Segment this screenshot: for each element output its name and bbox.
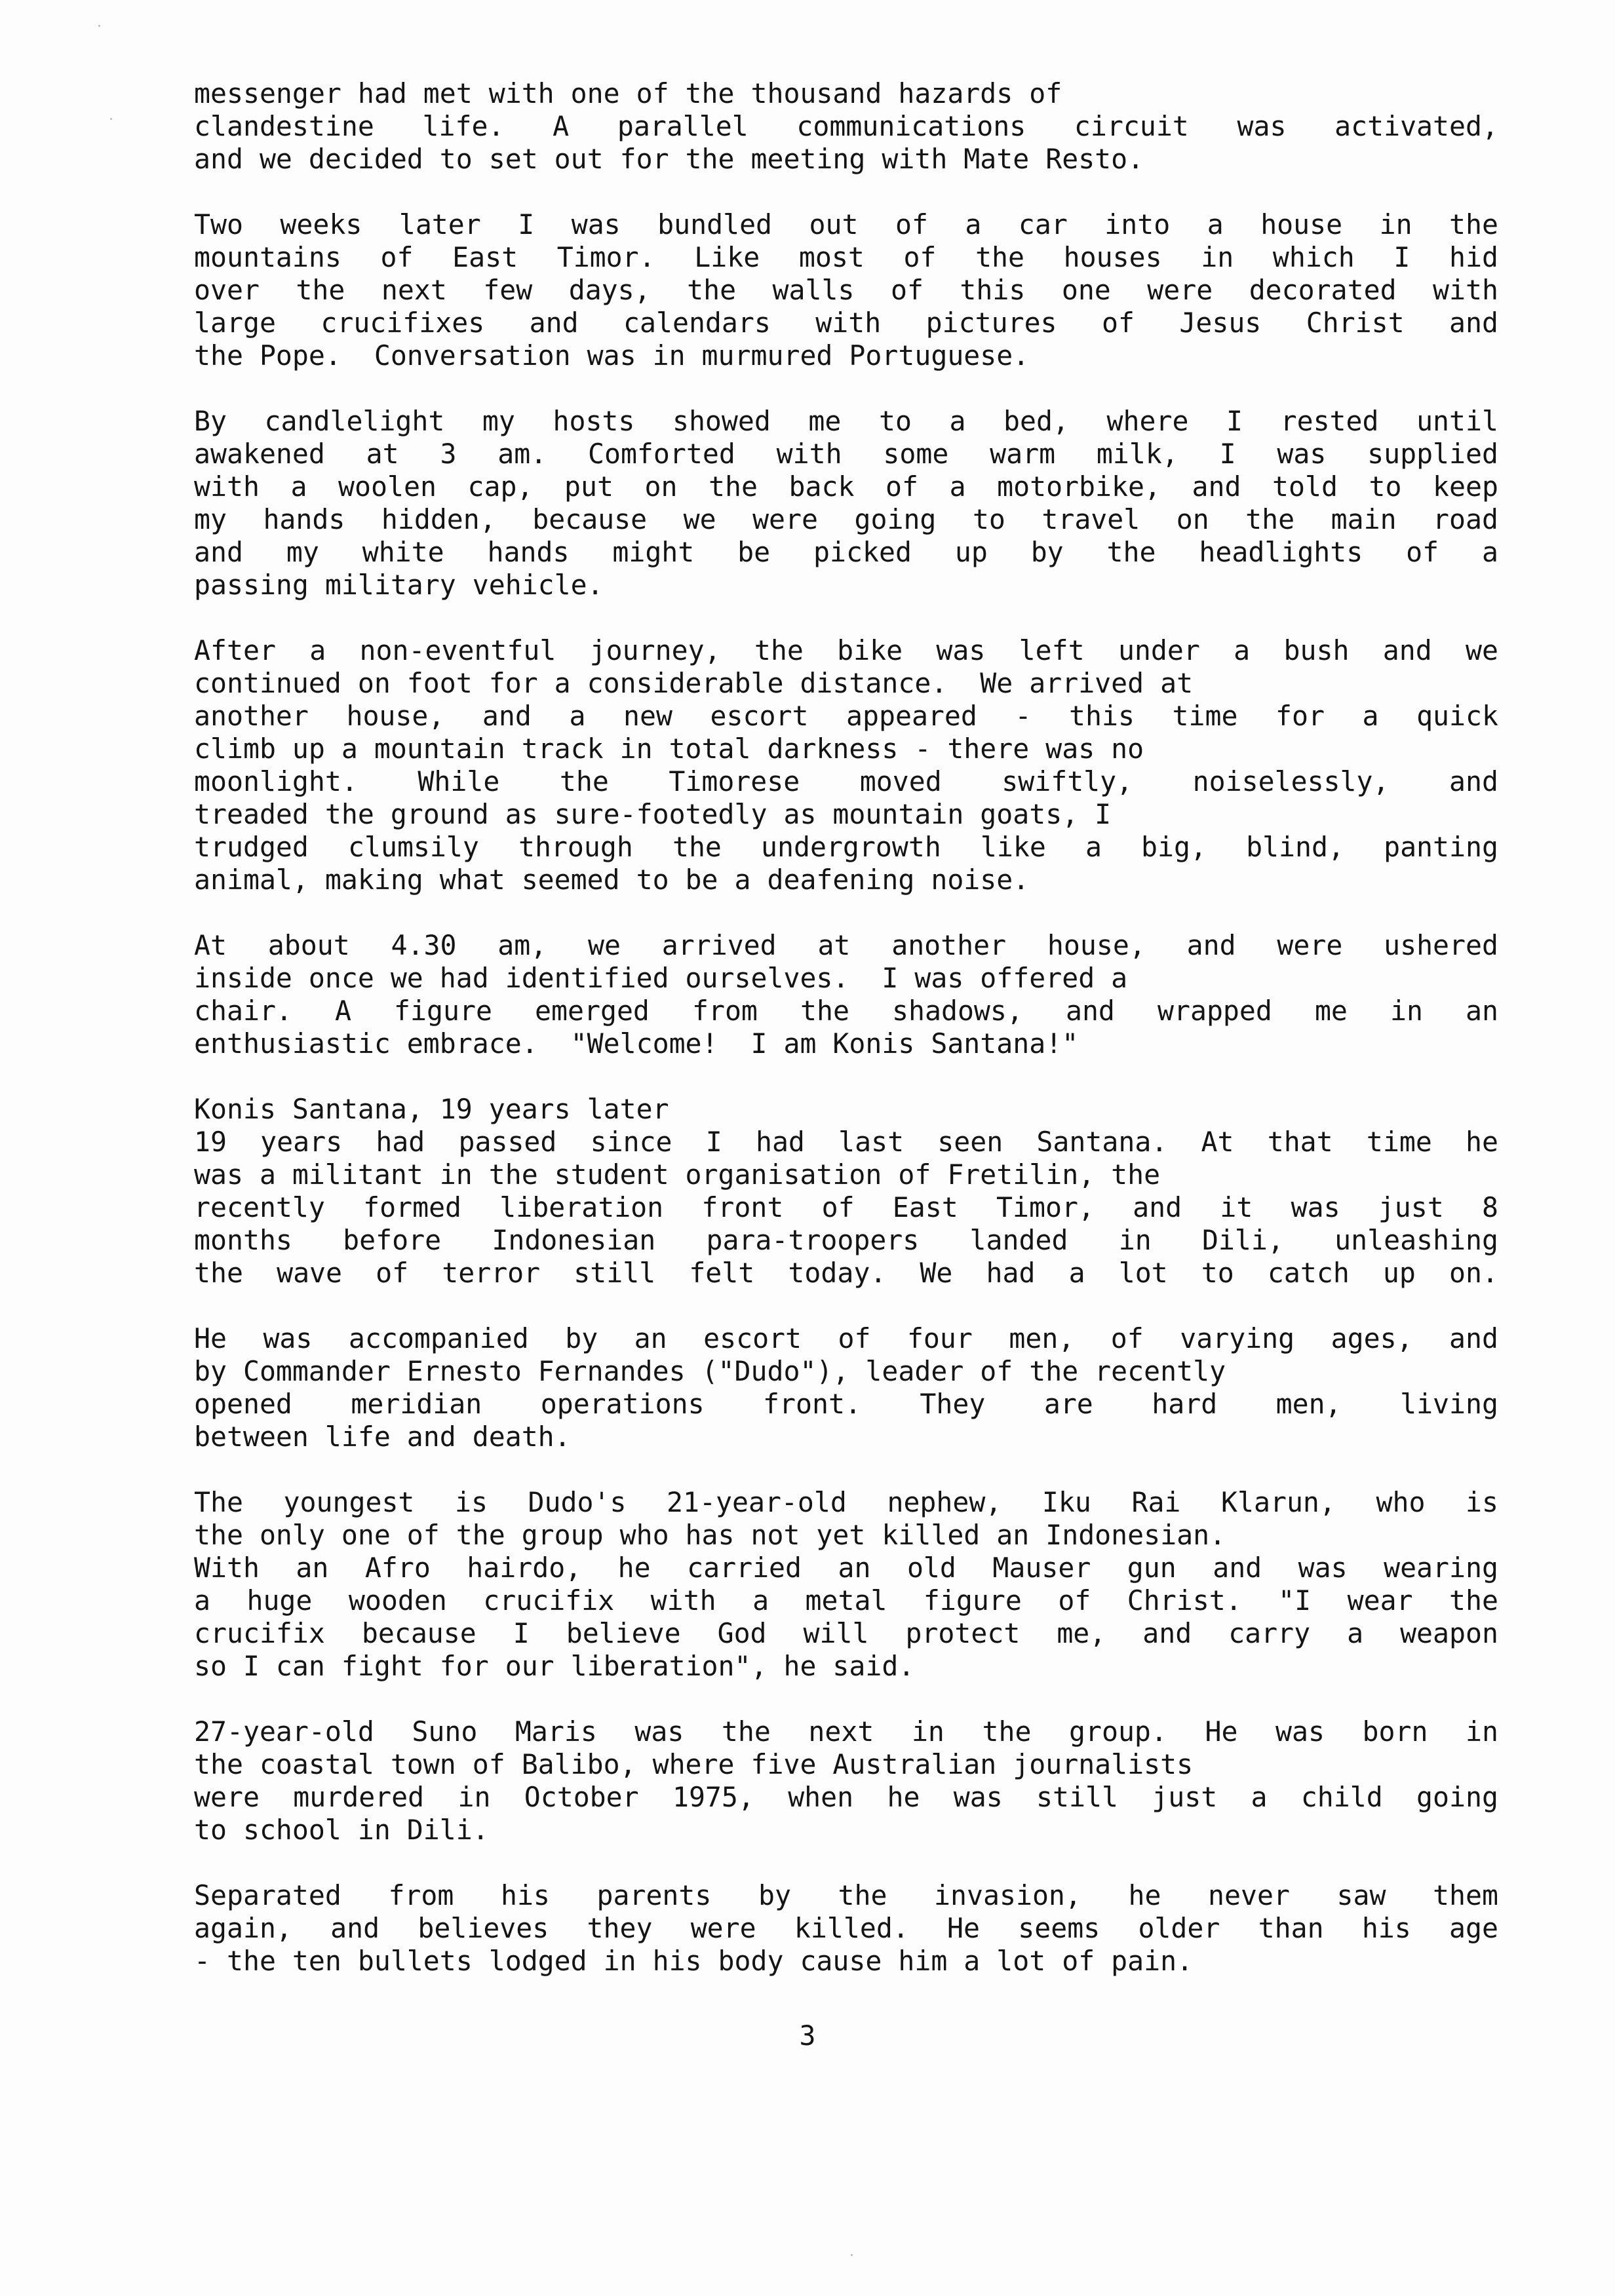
text-line: messenger had met with one of the thousand hazards of — [194, 77, 1062, 109]
text-line: trudged clumsily through the undergrowth like a big, blind, panting — [194, 831, 1498, 863]
text-line: the wave of terror still felt today. We had a lot to catch up on. — [194, 1257, 1498, 1289]
text-line: and my white hands might be picked up by the headlights of a — [194, 536, 1498, 568]
text-line: treaded the ground as sure-footedly as mountain goats, I — [194, 798, 1112, 830]
text-line: the Pope. Conversation was in murmured Portuguese. — [194, 339, 1030, 372]
text-line: passing military vehicle. — [194, 569, 604, 601]
paragraph-1 — [194, 77, 1498, 176]
paragraph-7 — [194, 1322, 1498, 1453]
text-line: - the ten bullets lodged in his body cause him a lot of pain. — [194, 1945, 1194, 1977]
paragraph-3 — [194, 405, 1498, 602]
paragraph-4 — [194, 634, 1498, 896]
scan-speck — [98, 25, 100, 27]
text-line: The youngest is Dudo's 21-year-old nephew, Iku Rai Klarun, who is — [194, 1486, 1498, 1518]
text-line: the only one of the group who has not yet killed an Indonesian. — [194, 1519, 1226, 1551]
text-line: mountains of East Timor. Like most of the houses in which I hid — [194, 241, 1498, 273]
text-line: and we decided to set out for the meeting with Mate Resto. — [194, 143, 1144, 175]
body-text — [194, 77, 1498, 1978]
text-line: enthusiastic embrace. "Welcome! I am Konis Santana!" — [194, 1027, 1079, 1060]
text-line: opened meridian operations front. They are hard men, living — [194, 1388, 1498, 1420]
text-line: By candlelight my hosts showed me to a bed, where I rested until — [194, 405, 1498, 437]
paragraph-8 — [194, 1486, 1498, 1683]
text-line: climb up a mountain track in total darkness - there was no — [194, 733, 1144, 765]
text-line: 27-year-old Suno Maris was the next in the group. He was born in — [194, 1715, 1498, 1748]
text-line: were murdered in October 1975, when he was still just a child going — [194, 1781, 1498, 1813]
text-line: awakened at 3 am. Comforted with some warm milk, I was supplied — [194, 438, 1498, 470]
text-line: At about 4.30 am, we arrived at another house, and were ushered — [194, 929, 1498, 961]
text-line: a huge wooden crucifix with a metal figure of Christ. "I wear the — [194, 1584, 1498, 1617]
paragraph-9 — [194, 1715, 1498, 1846]
text-line: 19 years had passed since I had last seen Santana. At that time he — [194, 1126, 1498, 1158]
text-line: chair. A figure emerged from the shadows, and wrapped me in an — [194, 995, 1498, 1027]
text-line: by Commander Ernesto Fernandes ("Dudo"), leader of the recently — [194, 1355, 1226, 1387]
text-line: Two weeks later I was bundled out of a car into a house in the — [194, 208, 1498, 240]
text-line: over the next few days, the walls of this one were decorated with — [194, 274, 1498, 306]
text-line: With an Afro hairdo, he carried an old Mauser gun and was wearing — [194, 1552, 1498, 1584]
text-line: clandestine life. A parallel communications circuit was activated, — [194, 110, 1498, 142]
text-line: He was accompanied by an escort of four men, of varying ages, and — [194, 1322, 1498, 1354]
text-line: so I can fight for our liberation", he said. — [194, 1650, 915, 1682]
paragraph-5 — [194, 929, 1498, 1060]
text-line: with a woolen cap, put on the back of a motorbike, and told to keep — [194, 470, 1498, 503]
text-line: Separated from his parents by the invasion, he never saw them — [194, 1879, 1498, 1911]
text-line: After a non-eventful journey, the bike was left under a bush and we — [194, 634, 1498, 666]
text-line: recently formed liberation front of East Timor, and it was just 8 — [194, 1191, 1498, 1223]
text-line: the coastal town of Balibo, where five Australian journalists — [194, 1748, 1194, 1780]
text-line: between life and death. — [194, 1421, 571, 1453]
text-line: inside once we had identified ourselves. I was offered a — [194, 962, 1128, 994]
text-line: months before Indonesian para-troopers landed in Dili, unleashing — [194, 1224, 1498, 1256]
scan-speck — [110, 118, 112, 120]
text-line: large crucifixes and calendars with pictures of Jesus Christ and — [194, 307, 1498, 339]
paragraph-10 — [194, 1879, 1498, 1978]
text-line: crucifix because I believe God will protect me, and carry a weapon — [194, 1617, 1498, 1649]
text-line: was a militant in the student organisation of Fretilin, the — [194, 1158, 1161, 1191]
text-line: animal, making what seemed to be a deafening noise. — [194, 864, 1030, 896]
text-line: another house, and a new escort appeared - this time for a quick — [194, 700, 1498, 732]
section-heading: Konis Santana, 19 years later — [194, 1093, 669, 1125]
text-line: my hands hidden, because we were going to travel on the main road — [194, 503, 1498, 535]
text-line: moonlight. While the Timorese moved swiftly, noiselessly, and — [194, 765, 1498, 797]
paragraph-6 — [194, 1093, 1498, 1290]
text-line: again, and believes they were killed. He seems older than his age — [194, 1912, 1498, 1944]
paragraph-2 — [194, 208, 1498, 372]
text-line: continued on foot for a considerable distance. We arrived at — [194, 667, 1194, 699]
text-line: to school in Dili. — [194, 1814, 489, 1846]
scan-speck — [851, 2254, 853, 2256]
page-number: 3 — [799, 2019, 816, 2052]
